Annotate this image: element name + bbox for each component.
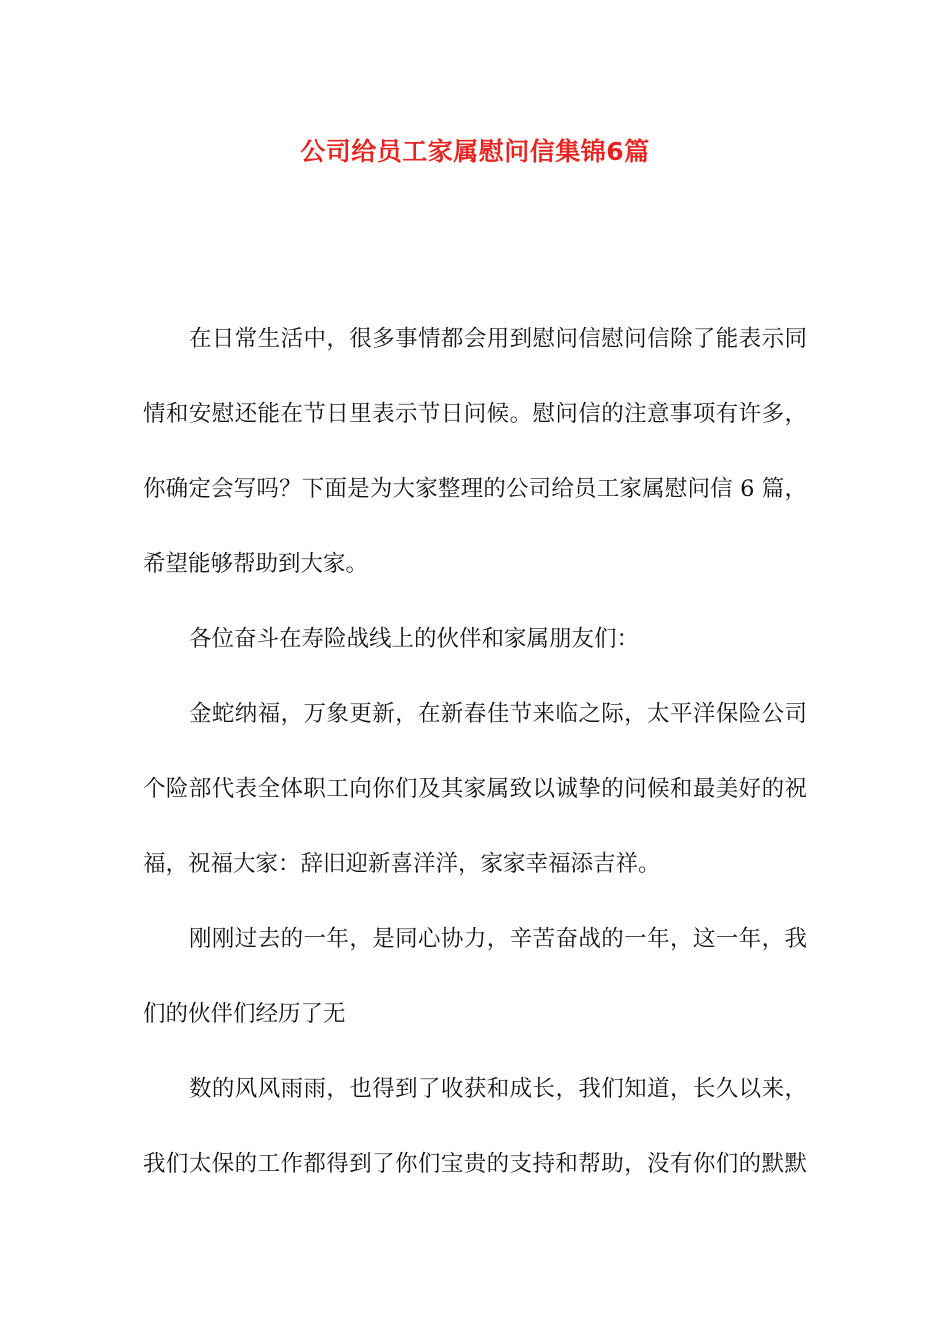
body-line: 我们太保的工作都得到了你们宝贵的支持和帮助，没有你们的默默 bbox=[143, 1151, 807, 1177]
body-line: 福，祝福大家：辞旧迎新喜洋洋，家家幸福添吉祥。 bbox=[143, 851, 661, 877]
body-line: 在日常生活中，很多事情都会用到慰问信慰问信除了能表示同 bbox=[189, 326, 807, 352]
body-line: 金蛇纳福，万象更新，在新春佳节来临之际，太平洋保险公司 bbox=[189, 701, 807, 727]
document-title: 公司给员工家属慰问信集锦6篇 bbox=[300, 137, 650, 166]
body-line: 希望能够帮助到大家。 bbox=[143, 551, 369, 577]
body-line: 数的风风雨雨，也得到了收获和成长，我们知道，长久以来， bbox=[189, 1076, 807, 1102]
body-line: 们的伙伴们经历了无 bbox=[143, 1001, 346, 1027]
body-line: 情和安慰还能在节日里表示节日问候。慰问信的注意事项有许多， bbox=[143, 401, 807, 427]
body-line: 刚刚过去的一年，是同心协力，辛苦奋战的一年，这一年，我 bbox=[189, 926, 807, 952]
body-line: 你确定会写吗？下面是为大家整理的公司给员工家属慰问信 6 篇， bbox=[143, 476, 807, 502]
body-line: 个险部代表全体职工向你们及其家属致以诚挚的问候和最美好的祝 bbox=[143, 776, 807, 802]
salutation-line: 各位奋斗在寿险战线上的伙伴和家属朋友们： bbox=[189, 626, 640, 652]
